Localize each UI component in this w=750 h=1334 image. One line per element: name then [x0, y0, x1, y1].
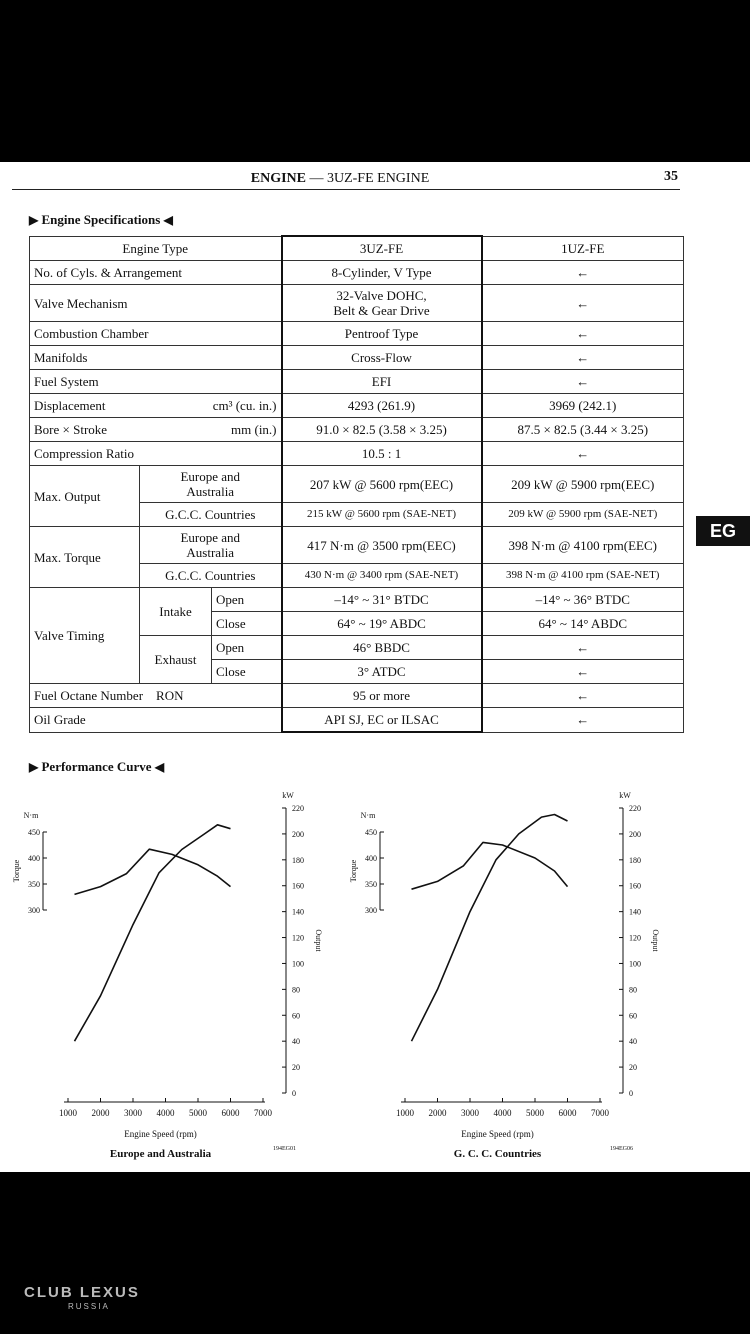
cell-3uzfe: API SJ, EC or ILSAC [282, 708, 482, 733]
table-row [30, 708, 684, 733]
table-row [30, 394, 684, 418]
cell-3uzfe: 417 N·m @ 3500 rpm(EEC) [282, 527, 482, 564]
row-label: Compression Ratio [30, 442, 282, 466]
output-tick-label: 0 [629, 1089, 633, 1098]
x-tick-label: 1000 [59, 1108, 77, 1118]
torque-axis-title: Torque [12, 859, 21, 883]
torque-curve [75, 849, 231, 894]
x-tick-label: 4000 [156, 1108, 175, 1118]
row-label: Max. Torque [30, 527, 140, 588]
output-axis-title: Output [651, 929, 660, 952]
page-number: 35 [664, 169, 678, 184]
region-label: Europe and Australia [140, 527, 282, 564]
open-label: Open [212, 588, 282, 612]
triangle-right-icon: ▶ [29, 213, 39, 227]
cell-3uzfe: 32-Valve DOHC, Belt & Gear Drive [282, 285, 482, 322]
output-unit-label: kW [282, 791, 294, 800]
performance-chart-gcc [345, 782, 660, 1172]
triangle-left-icon: ◀ [163, 213, 173, 227]
torque-tick-label: 300 [365, 906, 377, 915]
cell-3uzfe: 4293 (261.9) [282, 394, 482, 418]
x-tick-label: 6000 [558, 1108, 577, 1118]
output-tick-label: 160 [292, 881, 304, 891]
engine-specifications-table [29, 235, 684, 733]
intake-label: Intake [140, 588, 212, 636]
torque-tick-label: 450 [28, 828, 40, 837]
table-header-row [30, 236, 684, 261]
x-tick-label: 5000 [526, 1108, 544, 1118]
output-tick-label: 220 [292, 804, 304, 813]
output-tick-label: 100 [292, 959, 304, 969]
output-tick-label: 40 [629, 1037, 637, 1047]
output-curve [75, 825, 231, 1041]
output-tick-label: 140 [629, 907, 641, 917]
table-row [30, 466, 684, 503]
section-tab-eg: EG [696, 516, 750, 546]
x-tick-label: 5000 [189, 1108, 207, 1118]
region-label: G.C.C. Countries [140, 564, 282, 588]
torque-axis-title: Torque [349, 859, 358, 883]
output-tick-label: 140 [292, 907, 304, 917]
specs-heading: ▶ Engine Specifications ◀ [29, 212, 173, 227]
row-label: Valve Mechanism [30, 285, 282, 322]
cell-1uzfe: ← [482, 442, 684, 466]
output-tick-label: 180 [629, 855, 641, 865]
club-lexus-logo: CLUB LEXUS RUSSIA [24, 1284, 140, 1311]
cell-1uzfe: ← [482, 285, 684, 322]
performance-chart-europe [8, 782, 323, 1172]
output-tick-label: 0 [292, 1089, 296, 1098]
x-tick-label: 2000 [428, 1108, 447, 1118]
open-label: Open [212, 636, 282, 660]
cell-3uzfe: 10.5 : 1 [282, 442, 482, 466]
output-unit-label: kW [619, 791, 631, 800]
output-tick-label: 180 [292, 855, 304, 865]
x-tick-label: 7000 [254, 1108, 272, 1118]
cell-1uzfe: ← [482, 660, 684, 684]
page-header-title: ENGINE — 3UZ-FE ENGINE [250, 171, 430, 186]
cell-1uzfe: ← [482, 370, 684, 394]
cell-3uzfe: 215 kW @ 5600 rpm (SAE-NET) [282, 503, 482, 527]
output-tick-label: 100 [629, 959, 641, 969]
triangle-left-icon: ◀ [154, 760, 165, 774]
x-tick-label: 2000 [91, 1108, 110, 1118]
region-label: Europe and Australia [140, 466, 282, 503]
cell-1uzfe: 209 kW @ 5900 rpm(EEC) [482, 466, 684, 503]
performance-heading: ▶ Performance Curve ◀ [29, 759, 165, 774]
table-row [30, 322, 684, 346]
torque-unit-label: N·m [23, 811, 39, 820]
cell-1uzfe: 3969 (242.1) [482, 394, 684, 418]
exhaust-label: Exhaust [140, 636, 212, 684]
cell-3uzfe: –14° ~ 31° BTDC [282, 588, 482, 612]
x-tick-label: 3000 [461, 1108, 479, 1118]
manual-page [0, 162, 750, 1172]
x-tick-label: 6000 [221, 1108, 240, 1118]
torque-tick-label: 350 [28, 880, 40, 889]
cell-1uzfe: 398 N·m @ 4100 rpm (SAE-NET) [482, 564, 684, 588]
output-tick-label: 160 [629, 881, 641, 891]
cell-1uzfe: ← [482, 346, 684, 370]
cell-3uzfe: 8-Cylinder, V Type [282, 261, 482, 285]
output-tick-label: 20 [292, 1063, 300, 1073]
cell-1uzfe: ← [482, 322, 684, 346]
row-label: Max. Output [30, 466, 140, 527]
output-tick-label: 220 [629, 804, 641, 813]
cell-1uzfe: 398 N·m @ 4100 rpm(EEC) [482, 527, 684, 564]
x-tick-label: 7000 [591, 1108, 609, 1118]
cell-3uzfe: EFI [282, 370, 482, 394]
row-label: Valve Timing [30, 588, 140, 684]
region-label: G.C.C. Countries [140, 503, 282, 527]
output-tick-label: 80 [629, 985, 637, 995]
cell-3uzfe: Pentroof Type [282, 322, 482, 346]
x-tick-label: 1000 [396, 1108, 414, 1118]
row-label: Fuel System [30, 370, 282, 394]
x-axis-title: Engine Speed (rpm) [461, 1129, 534, 1139]
row-label: Combustion Chamber [30, 322, 282, 346]
x-axis-title: Engine Speed (rpm) [124, 1129, 197, 1139]
output-axis-title: Output [314, 929, 323, 952]
header-rule [12, 189, 680, 190]
table-row [30, 442, 684, 466]
torque-tick-label: 300 [28, 906, 40, 915]
torque-tick-label: 450 [365, 828, 377, 837]
cell-3uzfe-header: 3UZ-FE [282, 236, 482, 261]
torque-tick-label: 400 [365, 854, 377, 863]
row-label: Bore × Stroke mm (in.) [30, 418, 282, 442]
cell-1uzfe: 87.5 × 82.5 (3.44 × 3.25) [482, 418, 684, 442]
close-label: Close [212, 612, 282, 636]
cell-1uzfe: 209 kW @ 5900 rpm (SAE-NET) [482, 503, 684, 527]
table-row [30, 346, 684, 370]
cell-1uzfe: ← [482, 684, 684, 708]
output-tick-label: 60 [629, 1011, 637, 1021]
figure-code: 194EG01 [273, 1146, 296, 1152]
cell-1uzfe: ← [482, 261, 684, 285]
cell-3uzfe: 91.0 × 82.5 (3.58 × 3.25) [282, 418, 482, 442]
output-tick-label: 200 [629, 829, 641, 839]
cell-1uzfe: ← [482, 636, 684, 660]
output-tick-label: 40 [292, 1037, 300, 1047]
x-tick-label: 4000 [493, 1108, 512, 1118]
close-label: Close [212, 660, 282, 684]
output-tick-label: 120 [629, 933, 641, 943]
cell-3uzfe: Cross-Flow [282, 346, 482, 370]
chart-title: Europe and Australia [109, 1148, 212, 1160]
row-label: Manifolds [30, 346, 282, 370]
output-curve [412, 815, 568, 1042]
output-tick-label: 200 [292, 829, 304, 839]
table-row [30, 418, 684, 442]
torque-unit-label: N·m [360, 811, 376, 820]
figure-code: 194EG06 [610, 1146, 633, 1152]
cell-1uzfe-header: 1UZ-FE [482, 236, 684, 261]
table-row [30, 285, 684, 322]
cell-3uzfe: 207 kW @ 5600 rpm(EEC) [282, 466, 482, 503]
output-tick-label: 120 [292, 933, 304, 943]
table-row [30, 527, 684, 564]
triangle-right-icon: ▶ [29, 760, 39, 774]
row-label: Fuel Octane Number RON [30, 684, 282, 708]
cell-3uzfe: 95 or more [282, 684, 482, 708]
x-tick-label: 3000 [124, 1108, 142, 1118]
torque-curve [412, 842, 568, 889]
row-label: Oil Grade [30, 708, 282, 733]
output-tick-label: 80 [292, 985, 300, 995]
cell-1uzfe: –14° ~ 36° BTDC [482, 588, 684, 612]
cell-3uzfe: 3° ATDC [282, 660, 482, 684]
chart-title: G. C. C. Countries [453, 1148, 542, 1160]
table-row [30, 588, 684, 612]
cell-3uzfe: 46° BBDC [282, 636, 482, 660]
cell-1uzfe: 64° ~ 14° ABDC [482, 612, 684, 636]
table-row [30, 261, 684, 285]
torque-tick-label: 400 [28, 854, 40, 863]
cell-3uzfe: 430 N·m @ 3400 rpm (SAE-NET) [282, 564, 482, 588]
row-label: No. of Cyls. & Arrangement [30, 261, 282, 285]
table-row [30, 370, 684, 394]
torque-tick-label: 350 [365, 880, 377, 889]
table-row [30, 684, 684, 708]
cell-3uzfe: 64° ~ 19° ABDC [282, 612, 482, 636]
output-tick-label: 60 [292, 1011, 300, 1021]
output-tick-label: 20 [629, 1063, 637, 1073]
cell-1uzfe: ← [482, 708, 684, 733]
cell-engine-type: Engine Type [30, 236, 282, 261]
row-label: Displacement cm³ (cu. in.) [30, 394, 282, 418]
